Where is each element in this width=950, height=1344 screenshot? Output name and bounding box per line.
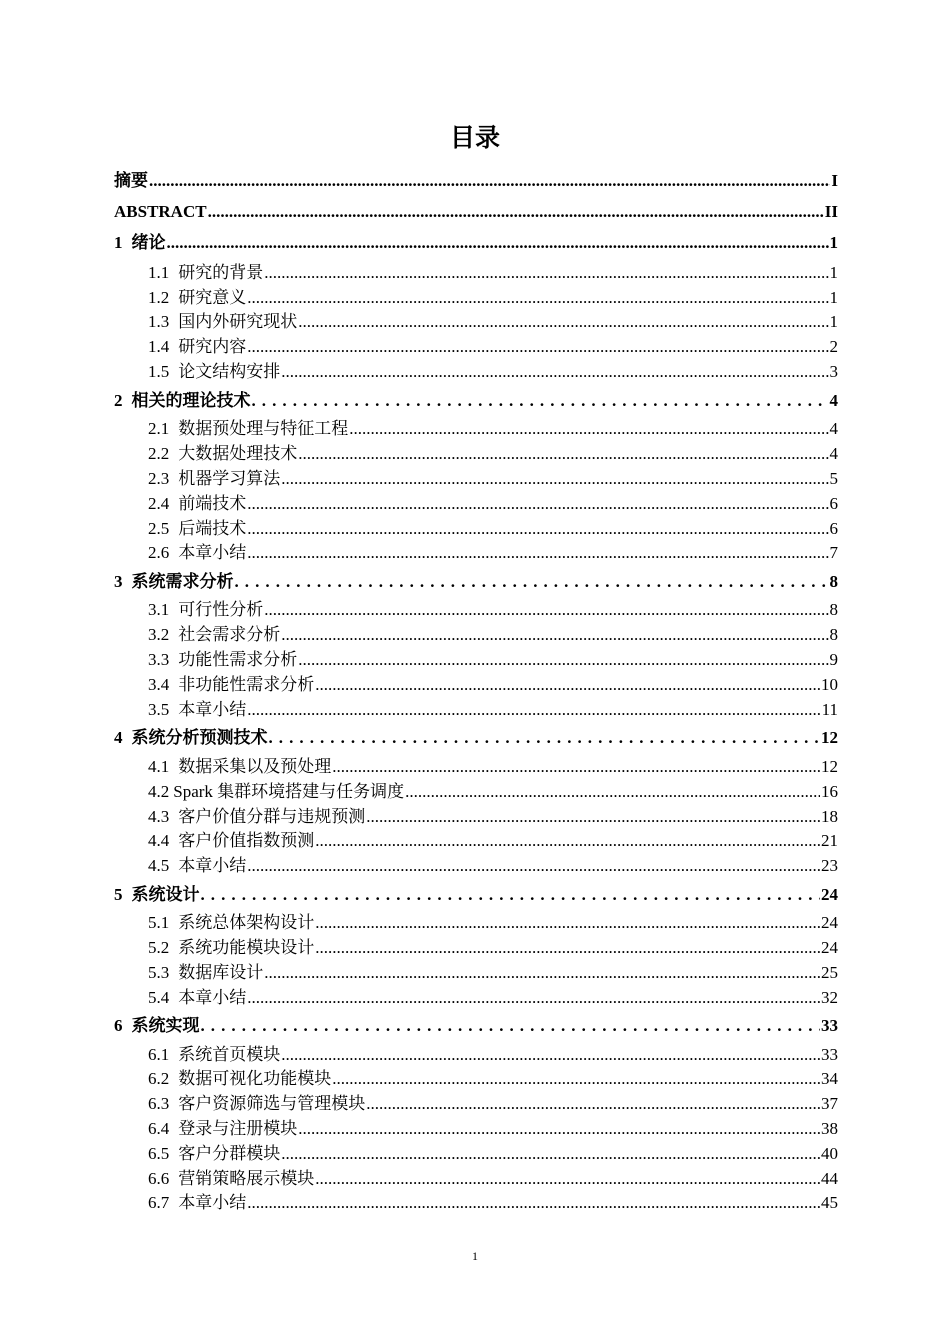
toc-section-entry[interactable]: [148, 1091, 838, 1116]
toc-dot-leader: [332, 1066, 820, 1091]
toc-entry-page: 32: [821, 988, 838, 1007]
toc-entry-page: 1: [829, 263, 838, 282]
toc-entry-title: 可行性分析: [178, 600, 264, 619]
toc-entry-number: 2.3: [148, 469, 170, 488]
toc-section-entry[interactable]: [148, 779, 838, 804]
toc-entry-page: 37: [821, 1094, 838, 1113]
toc-entry-page: 1: [829, 312, 838, 331]
toc-entry-number: 1.1: [148, 263, 170, 282]
toc-section-entry[interactable]: [148, 910, 838, 935]
toc-entry-page: 34: [821, 1069, 838, 1088]
toc-entry-page: 8: [829, 625, 838, 644]
toc-entry-page: 4: [829, 391, 838, 410]
toc-dot-leader: [298, 647, 828, 672]
toc-dot-leader: [332, 754, 820, 779]
toc-entry-number: 6.3: [148, 1094, 170, 1113]
toc-entry-title: 系统分析预测技术: [131, 728, 268, 747]
toc-dot-leader: [366, 804, 820, 829]
toc-entry-title: 大数据处理技术: [178, 444, 298, 463]
toc-section-entry[interactable]: [148, 260, 838, 285]
toc-entry-number: 4.1: [148, 757, 170, 776]
toc-entry-page: 38: [821, 1119, 838, 1138]
toc-section-entry[interactable]: [148, 285, 838, 310]
toc-entry-number: 3.2: [148, 625, 170, 644]
toc-section-entry[interactable]: [148, 416, 838, 441]
toc-section-entry[interactable]: [148, 672, 838, 697]
toc-entry-page: 40: [821, 1144, 838, 1163]
toc-dot-leader: [247, 1190, 820, 1215]
toc-dot-leader: [315, 1166, 820, 1191]
toc-chapter-entry[interactable]: [114, 1013, 838, 1038]
toc-entry-title: 客户分群模块: [178, 1144, 281, 1163]
toc-entry-number: 5.4: [148, 988, 170, 1007]
toc-entry-number: 6.2: [148, 1069, 170, 1088]
toc-entry-number: 5.3: [148, 963, 170, 982]
toc-entry-title: 数据采集以及预处理: [178, 757, 332, 776]
toc-section-entry[interactable]: [148, 491, 838, 516]
toc-entry-page: 10: [821, 675, 838, 694]
toc-entry-title: 客户价值分群与违规预测: [178, 807, 366, 826]
toc-entry-page: 6: [829, 519, 838, 538]
toc-chapter-entry[interactable]: [114, 569, 838, 594]
toc-dot-leader: [167, 230, 829, 255]
toc-dot-leader: [247, 516, 828, 541]
toc-section-entry[interactable]: [148, 697, 838, 722]
toc-entry-page: 16: [821, 782, 838, 801]
toc-title: 目录: [449, 123, 500, 152]
toc-section-entry[interactable]: [148, 466, 838, 491]
toc-entry-page: 7: [829, 543, 838, 562]
toc-entry-number: 6.5: [148, 1144, 170, 1163]
toc-dot-leader: [281, 622, 828, 647]
toc-dot-leader: [349, 416, 828, 441]
toc-entry-page: 24: [821, 885, 838, 904]
toc-chapter-entry[interactable]: [114, 388, 838, 413]
toc-entry-number: 4.4: [148, 831, 170, 850]
toc-dot-leader: [201, 1013, 821, 1038]
toc-entry-title: 研究的背景: [178, 263, 264, 282]
toc-entry-page: 18: [821, 807, 838, 826]
toc-dot-leader: [281, 359, 828, 384]
toc-section-entry[interactable]: [148, 1141, 838, 1166]
toc-entry-page: 9: [829, 650, 838, 669]
toc-entry-page: 33: [821, 1016, 838, 1035]
toc-entry-number: 4.5: [148, 856, 170, 875]
toc-entry-title: 摘要: [114, 171, 148, 190]
toc-dot-leader: [315, 828, 820, 853]
toc-entry-page: 11: [821, 700, 838, 719]
toc-entry-page: 24: [821, 913, 838, 932]
toc-entry-number: 1.2: [148, 288, 170, 307]
toc-entry-title: 数据库设计: [178, 963, 264, 982]
toc-entry-number: 6.6: [148, 1169, 170, 1188]
toc-entry-page: 12: [821, 728, 838, 747]
toc-entry-page: I: [831, 171, 838, 190]
toc-entry-number: 1.3: [148, 312, 170, 331]
toc-section-entry[interactable]: [148, 1042, 838, 1067]
toc-entry-page: 3: [829, 362, 838, 381]
toc-dot-leader: [315, 910, 820, 935]
toc-entry-page: 12: [821, 757, 838, 776]
toc-dot-leader: [298, 1116, 820, 1141]
toc-entry-title: ABSTRACT: [114, 202, 207, 221]
toc-entry-title: 非功能性需求分析: [178, 675, 315, 694]
toc-entry-page: 21: [821, 831, 838, 850]
toc-entry-title: 系统总体架构设计: [178, 913, 315, 932]
toc-entry-title: 前端技术: [178, 494, 247, 513]
toc-section-entry[interactable]: [148, 754, 838, 779]
toc-entry-page: 33: [821, 1045, 838, 1064]
toc-section-entry[interactable]: [148, 985, 838, 1010]
toc-entry-number: 2.1: [148, 419, 170, 438]
toc-entry-title: 系统需求分析: [131, 572, 234, 591]
toc-entry-page: 4: [829, 419, 838, 438]
toc-dot-leader: [201, 882, 821, 907]
toc-dot-leader: [247, 285, 828, 310]
toc-entry-number: 3: [114, 572, 123, 591]
toc-chapter-entry[interactable]: [114, 199, 838, 224]
toc-entry-number: 1: [114, 233, 123, 252]
toc-entry-number: 2.6: [148, 543, 170, 562]
toc-entry-page: 23: [821, 856, 838, 875]
toc-entry-number: 6.7: [148, 1193, 170, 1212]
toc-dot-leader: [247, 853, 820, 878]
toc-entry-title: 营销策略展示模块: [178, 1169, 315, 1188]
toc-entry-title: 机器学习算法: [178, 469, 281, 488]
toc-dot-leader: [264, 960, 820, 985]
toc-entry-page: II: [824, 202, 838, 221]
toc-chapter-entry[interactable]: [114, 882, 838, 907]
toc-dot-leader: [298, 441, 828, 466]
toc-section-entry[interactable]: [148, 540, 838, 565]
toc-section-entry[interactable]: [148, 1166, 838, 1191]
toc-section-entry[interactable]: [148, 622, 838, 647]
toc-entry-title: 本章小结: [178, 856, 247, 875]
toc-section-entry[interactable]: [148, 597, 838, 622]
toc-dot-leader: [247, 334, 828, 359]
toc-entry-title: 后端技术: [178, 519, 247, 538]
toc-dot-leader: [315, 935, 820, 960]
toc-entry-number: 3.4: [148, 675, 170, 694]
toc-entry-title: 客户价值指数预测: [178, 831, 315, 850]
toc-entry-page: 5: [829, 469, 838, 488]
toc-section-entry[interactable]: [148, 960, 838, 985]
toc-entry-number: 2.5: [148, 519, 170, 538]
toc-entry-title: 系统功能模块设计: [178, 938, 315, 957]
toc-section-entry[interactable]: [148, 647, 838, 672]
toc-entry-title: 本章小结: [178, 988, 247, 1007]
toc-entry-title: 论文结构安排: [178, 362, 281, 381]
toc-entry-page: 45: [821, 1193, 838, 1212]
toc-entry-title: 系统设计: [131, 885, 200, 904]
toc-entry-number: 6.4: [148, 1119, 170, 1138]
toc-entry-page: 24: [821, 938, 838, 957]
toc-entry-title: 绪论: [131, 233, 166, 252]
toc-entry-number: 3.3: [148, 650, 170, 669]
toc-section-entry[interactable]: [148, 309, 838, 334]
toc-section-entry[interactable]: [148, 1190, 838, 1215]
toc-dot-leader: [247, 697, 820, 722]
toc-entry-number: 4: [114, 728, 123, 747]
toc-section-entry[interactable]: [148, 359, 838, 384]
toc-dot-leader: [208, 199, 824, 224]
toc-entry-title: 数据预处理与特征工程: [178, 419, 349, 438]
toc-entry-number: 1.4: [148, 337, 170, 356]
toc-dot-leader: [281, 1042, 820, 1067]
toc-entry-page: 25: [821, 963, 838, 982]
toc-entry-title: 相关的理论技术: [131, 391, 251, 410]
toc-entry-number: 5: [114, 885, 123, 904]
toc-entry-page: 4: [829, 444, 838, 463]
toc-dot-leader: [247, 540, 828, 565]
toc-dot-leader: [269, 725, 821, 750]
toc-entry-title: Spark 集群环境搭建与任务调度: [173, 782, 405, 801]
page-number: 1: [472, 1249, 478, 1263]
toc-section-entry[interactable]: [148, 441, 838, 466]
toc-entry-title: 研究内容: [178, 337, 247, 356]
toc-dot-leader: [252, 388, 829, 413]
toc-entry-page: 2: [829, 337, 838, 356]
toc-dot-leader: [405, 779, 820, 804]
toc-entry-title: 本章小结: [178, 1193, 247, 1212]
toc-chapter-entry[interactable]: [114, 168, 838, 193]
toc-entry-title: 社会需求分析: [178, 625, 281, 644]
toc-entry-number: 6: [114, 1016, 123, 1035]
toc-section-entry[interactable]: [148, 334, 838, 359]
toc-entry-number: 3.1: [148, 600, 170, 619]
toc-dot-leader: [281, 1141, 820, 1166]
toc-entry-title: 登录与注册模块: [178, 1119, 298, 1138]
toc-entry-page: 8: [829, 600, 838, 619]
toc-entry-title: 系统实现: [131, 1016, 200, 1035]
toc-entry-page: 8: [829, 572, 838, 591]
toc-dot-leader: [235, 569, 829, 594]
toc-entry-number: 3.5: [148, 700, 170, 719]
toc-entry-title: 本章小结: [178, 543, 247, 562]
toc-entry-title: 研究意义: [178, 288, 247, 307]
toc-entry-title: 系统首页模块: [178, 1045, 281, 1064]
toc-dot-leader: [281, 466, 828, 491]
toc-entry-number: 6.1: [148, 1045, 170, 1064]
toc-section-entry[interactable]: [148, 516, 838, 541]
toc-entry-number: 2: [114, 391, 123, 410]
toc-entry-title: 本章小结: [178, 700, 247, 719]
toc-entry-title: 国内外研究现状: [178, 312, 298, 331]
toc-dot-leader: [264, 597, 828, 622]
toc-entry-page: 44: [821, 1169, 838, 1188]
toc-entry-number: 2.4: [148, 494, 170, 513]
toc-dot-leader: [366, 1091, 820, 1116]
toc-section-entry[interactable]: [148, 935, 838, 960]
toc-entry-number: 4.3: [148, 807, 170, 826]
toc-entry-title: 客户资源筛选与管理模块: [178, 1094, 366, 1113]
toc-dot-leader: [247, 491, 828, 516]
toc-entry-number: 1.5: [148, 362, 170, 381]
toc-dot-leader: [264, 260, 828, 285]
toc-entry-number: 5.2: [148, 938, 170, 957]
toc-entry-page: 1: [829, 233, 838, 252]
toc-entry-number: 5.1: [148, 913, 170, 932]
toc-entry-number: 4.2: [148, 782, 170, 801]
toc-section-entry[interactable]: [148, 1066, 838, 1091]
toc-dot-leader: [149, 168, 830, 193]
toc-section-entry[interactable]: [148, 828, 838, 853]
toc-chapter-entry[interactable]: [114, 230, 838, 255]
toc-entry-title: 功能性需求分析: [178, 650, 298, 669]
toc-entry-number: 2.2: [148, 444, 170, 463]
toc-entry-page: 6: [829, 494, 838, 513]
toc-dot-leader: [315, 672, 820, 697]
toc-dot-leader: [298, 309, 828, 334]
toc-entry-page: 1: [829, 288, 838, 307]
toc-entry-title: 数据可视化功能模块: [178, 1069, 332, 1088]
toc-chapter-entry[interactable]: [114, 725, 838, 750]
toc-section-entry[interactable]: [148, 1116, 838, 1141]
toc-section-entry[interactable]: [148, 853, 838, 878]
toc-section-entry[interactable]: [148, 804, 838, 829]
toc-dot-leader: [247, 985, 820, 1010]
